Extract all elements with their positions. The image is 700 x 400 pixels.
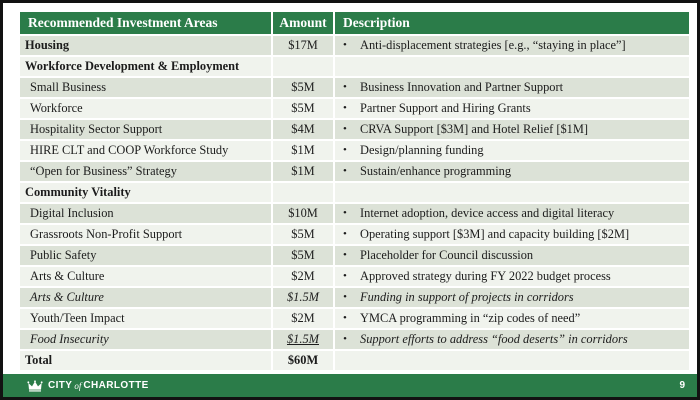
table-header-row xyxy=(20,12,689,34)
row-description-text: Funding in support of projects in corridors xyxy=(360,289,574,304)
row-amount: $1M xyxy=(273,162,333,181)
bullet-icon: • xyxy=(343,81,347,94)
page-number: 9 xyxy=(679,380,685,391)
table-row xyxy=(20,183,689,202)
row-name: Arts & Culture xyxy=(20,267,271,286)
table-row xyxy=(20,36,689,55)
row-description-text: Sustain/enhance programming xyxy=(360,163,512,178)
bullet-icon: • xyxy=(343,207,347,220)
row-amount: $1M xyxy=(273,141,333,160)
table-row xyxy=(20,225,689,244)
row-name: Small Business xyxy=(20,78,271,97)
row-description xyxy=(335,225,689,244)
row-amount xyxy=(273,57,333,76)
row-amount: $2M xyxy=(273,267,333,286)
row-description-text: Anti-displacement strategies [e.g., “staying in place”] xyxy=(360,37,626,52)
row-description-text: YMCA programming in “zip codes of need” xyxy=(360,310,581,325)
row-description xyxy=(335,309,689,328)
bullet-icon: • xyxy=(343,39,347,52)
row-description-text: Design/planning funding xyxy=(360,142,484,157)
table-row xyxy=(20,78,689,97)
table-row xyxy=(20,141,689,160)
row-amount: $1.5M xyxy=(273,330,333,349)
footer-of-text: of xyxy=(74,380,82,391)
row-description xyxy=(335,267,689,286)
row-description xyxy=(335,288,689,307)
row-amount: $5M xyxy=(273,78,333,97)
bullet-icon: • xyxy=(343,312,347,325)
footer-city-text: CITY xyxy=(48,380,73,391)
row-description xyxy=(335,183,689,202)
investment-table xyxy=(18,10,691,372)
table-row xyxy=(20,57,689,76)
city-of-charlotte-logo xyxy=(27,380,149,392)
row-description xyxy=(335,99,689,118)
table-row xyxy=(20,162,689,181)
table-row xyxy=(20,288,689,307)
row-description xyxy=(335,246,689,265)
row-name: Youth/Teen Impact xyxy=(20,309,271,328)
row-name: Workforce xyxy=(20,99,271,118)
row-amount: $4M xyxy=(273,120,333,139)
footer-bar xyxy=(3,374,697,397)
row-name: Digital Inclusion xyxy=(20,204,271,223)
table-row xyxy=(20,351,689,370)
row-description xyxy=(335,36,689,55)
bullet-icon: • xyxy=(343,333,347,346)
row-amount: $1.5M xyxy=(273,288,333,307)
header-amount: Amount xyxy=(273,12,333,34)
bullet-icon: • xyxy=(343,291,347,304)
bullet-icon: • xyxy=(343,102,347,115)
row-amount: $5M xyxy=(273,225,333,244)
row-description xyxy=(335,78,689,97)
row-description-text: Business Innovation and Partner Support xyxy=(360,79,564,94)
row-amount: $5M xyxy=(273,246,333,265)
row-name: Grassroots Non-Profit Support xyxy=(20,225,271,244)
row-name: Total xyxy=(20,351,271,370)
table-row xyxy=(20,309,689,328)
table-row xyxy=(20,246,689,265)
row-name: “Open for Business” Strategy xyxy=(20,162,271,181)
row-name: Food Insecurity xyxy=(20,330,271,349)
row-name: Housing xyxy=(20,36,271,55)
row-description xyxy=(335,351,689,370)
bullet-icon: • xyxy=(343,165,347,178)
bullet-icon: • xyxy=(343,123,347,136)
row-description xyxy=(335,204,689,223)
row-description-text: Placeholder for Council discussion xyxy=(360,247,534,262)
table-row xyxy=(20,99,689,118)
row-amount: $2M xyxy=(273,309,333,328)
row-description xyxy=(335,57,689,76)
row-name: Workforce Development & Employment xyxy=(20,57,271,76)
row-name: Community Vitality xyxy=(20,183,271,202)
row-name: Public Safety xyxy=(20,246,271,265)
row-description-text: Internet adoption, device access and digital literacy xyxy=(360,205,615,220)
table-body xyxy=(20,36,689,370)
table-row xyxy=(20,267,689,286)
row-name: Arts & Culture xyxy=(20,288,271,307)
header-recommended-areas: Recommended Investment Areas xyxy=(20,12,271,34)
row-description xyxy=(335,330,689,349)
table-row xyxy=(20,330,689,349)
crown-icon xyxy=(27,380,43,392)
bullet-icon: • xyxy=(343,249,347,262)
row-amount: $60M xyxy=(273,351,333,370)
row-description-text: Operating support [$3M] and capacity building [$2M] xyxy=(360,226,630,241)
bullet-icon: • xyxy=(343,144,347,157)
row-name: Hospitality Sector Support xyxy=(20,120,271,139)
row-description xyxy=(335,120,689,139)
bullet-icon: • xyxy=(343,228,347,241)
row-description-text: Approved strategy during FY 2022 budget process xyxy=(360,268,611,283)
row-description-text: Partner Support and Hiring Grants xyxy=(360,100,531,115)
row-amount xyxy=(273,183,333,202)
row-amount: $17M xyxy=(273,36,333,55)
row-name: HIRE CLT and COOP Workforce Study xyxy=(20,141,271,160)
row-amount: $5M xyxy=(273,99,333,118)
row-description xyxy=(335,162,689,181)
row-description-text: CRVA Support [$3M] and Hotel Relief [$1M] xyxy=(360,121,588,136)
row-description xyxy=(335,141,689,160)
bullet-icon: • xyxy=(343,270,347,283)
footer-charlotte-text: CHARLOTTE xyxy=(83,380,149,391)
header-description: Description xyxy=(335,12,689,34)
row-description-text: Support efforts to address “food deserts” in corridors xyxy=(360,331,628,346)
table-row xyxy=(20,120,689,139)
row-amount: $10M xyxy=(273,204,333,223)
table-row xyxy=(20,204,689,223)
